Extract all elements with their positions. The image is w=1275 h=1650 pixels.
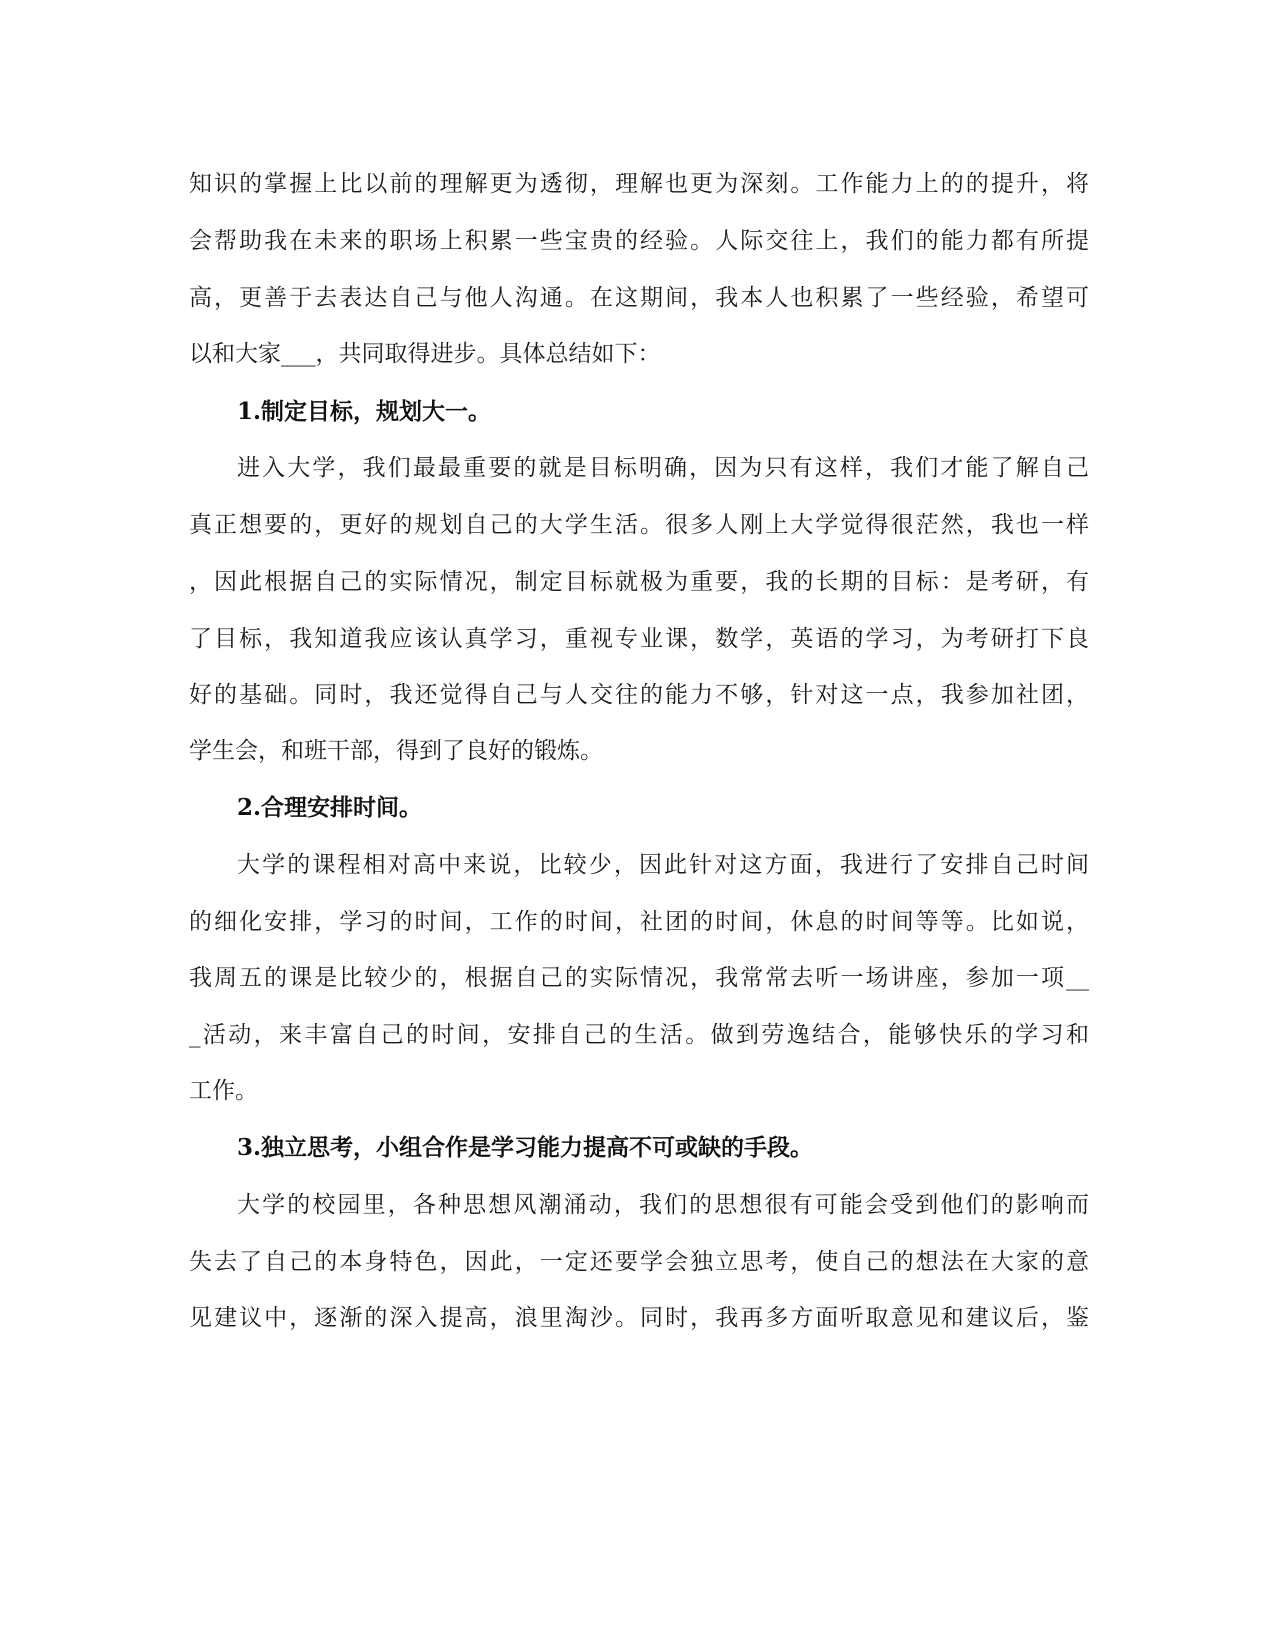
paragraph-line: 我周五的课是比较少的，根据自己的实际情况，我常常去听一场讲座，参加一项__ [189,965,1089,991]
paragraph-line: 好的基础。同时，我还觉得自己与人交往的能力不够，针对这一点，我参加社团， [189,682,1089,708]
paragraph-line: 大学的校园里，各种思想风潮涌动，我们的思想很有可能会受到他们的影响而 [237,1192,1089,1218]
paragraph-line: 的细化安排，学习的时间，工作的时间，社团的时间，休息的时间等等。比如说， [189,909,1089,935]
paragraph-line: 了目标，我知道我应该认真学习，重视专业课，数学，英语的学习，为考研打下良 [189,626,1089,652]
paragraph-line: ，因此根据自己的实际情况，制定目标就极为重要，我的长期的目标：是考研，有 [189,569,1089,595]
section-heading: 1.制定目标，规划大一。 [237,398,492,425]
section-heading: 3.独立思考，小组合作是学习能力提高不可或缺的手段。 [237,1134,814,1161]
paragraph-line: 真正想要的，更好的规划自己的大学生活。很多人刚上大学觉得很茫然，我也一样 [189,512,1089,538]
paragraph-line: 进入大学，我们最最重要的就是目标明确，因为只有这样，我们才能了解自己 [237,455,1089,481]
intro-line: 以和大家___，共同取得进步。具体总结如下： [189,341,661,367]
paragraph-line: 见建议中，逐渐的深入提高，浪里淘沙。同时，我再多方面听取意见和建议后，鉴 [189,1305,1089,1331]
paragraph-line: 学生会，和班干部，得到了良好的锻炼。 [189,738,603,764]
intro-line: 知识的掌握上比以前的理解更为透彻，理解也更为深刻。工作能力上的的提升，将 [189,171,1089,197]
paragraph-line: 失去了自己的本身特色，因此，一定还要学会独立思考，使自己的想法在大家的意 [189,1249,1089,1275]
paragraph-line: _活动，来丰富自己的时间，安排自己的生活。做到劳逸结合，能够快乐的学习和 [189,1022,1089,1048]
section-heading: 2.合理安排时间。 [237,794,423,821]
paragraph-line: 工作。 [189,1078,258,1104]
intro-line: 高，更善于去表达自己与他人沟通。在这期间，我本人也积累了一些经验，希望可 [189,285,1089,311]
intro-line: 会帮助我在未来的职场上积累一些宝贵的经验。人际交往上，我们的能力都有所提 [189,228,1089,254]
paragraph-line: 大学的课程相对高中来说，比较少，因此针对这方面，我进行了安排自己时间 [237,852,1089,878]
